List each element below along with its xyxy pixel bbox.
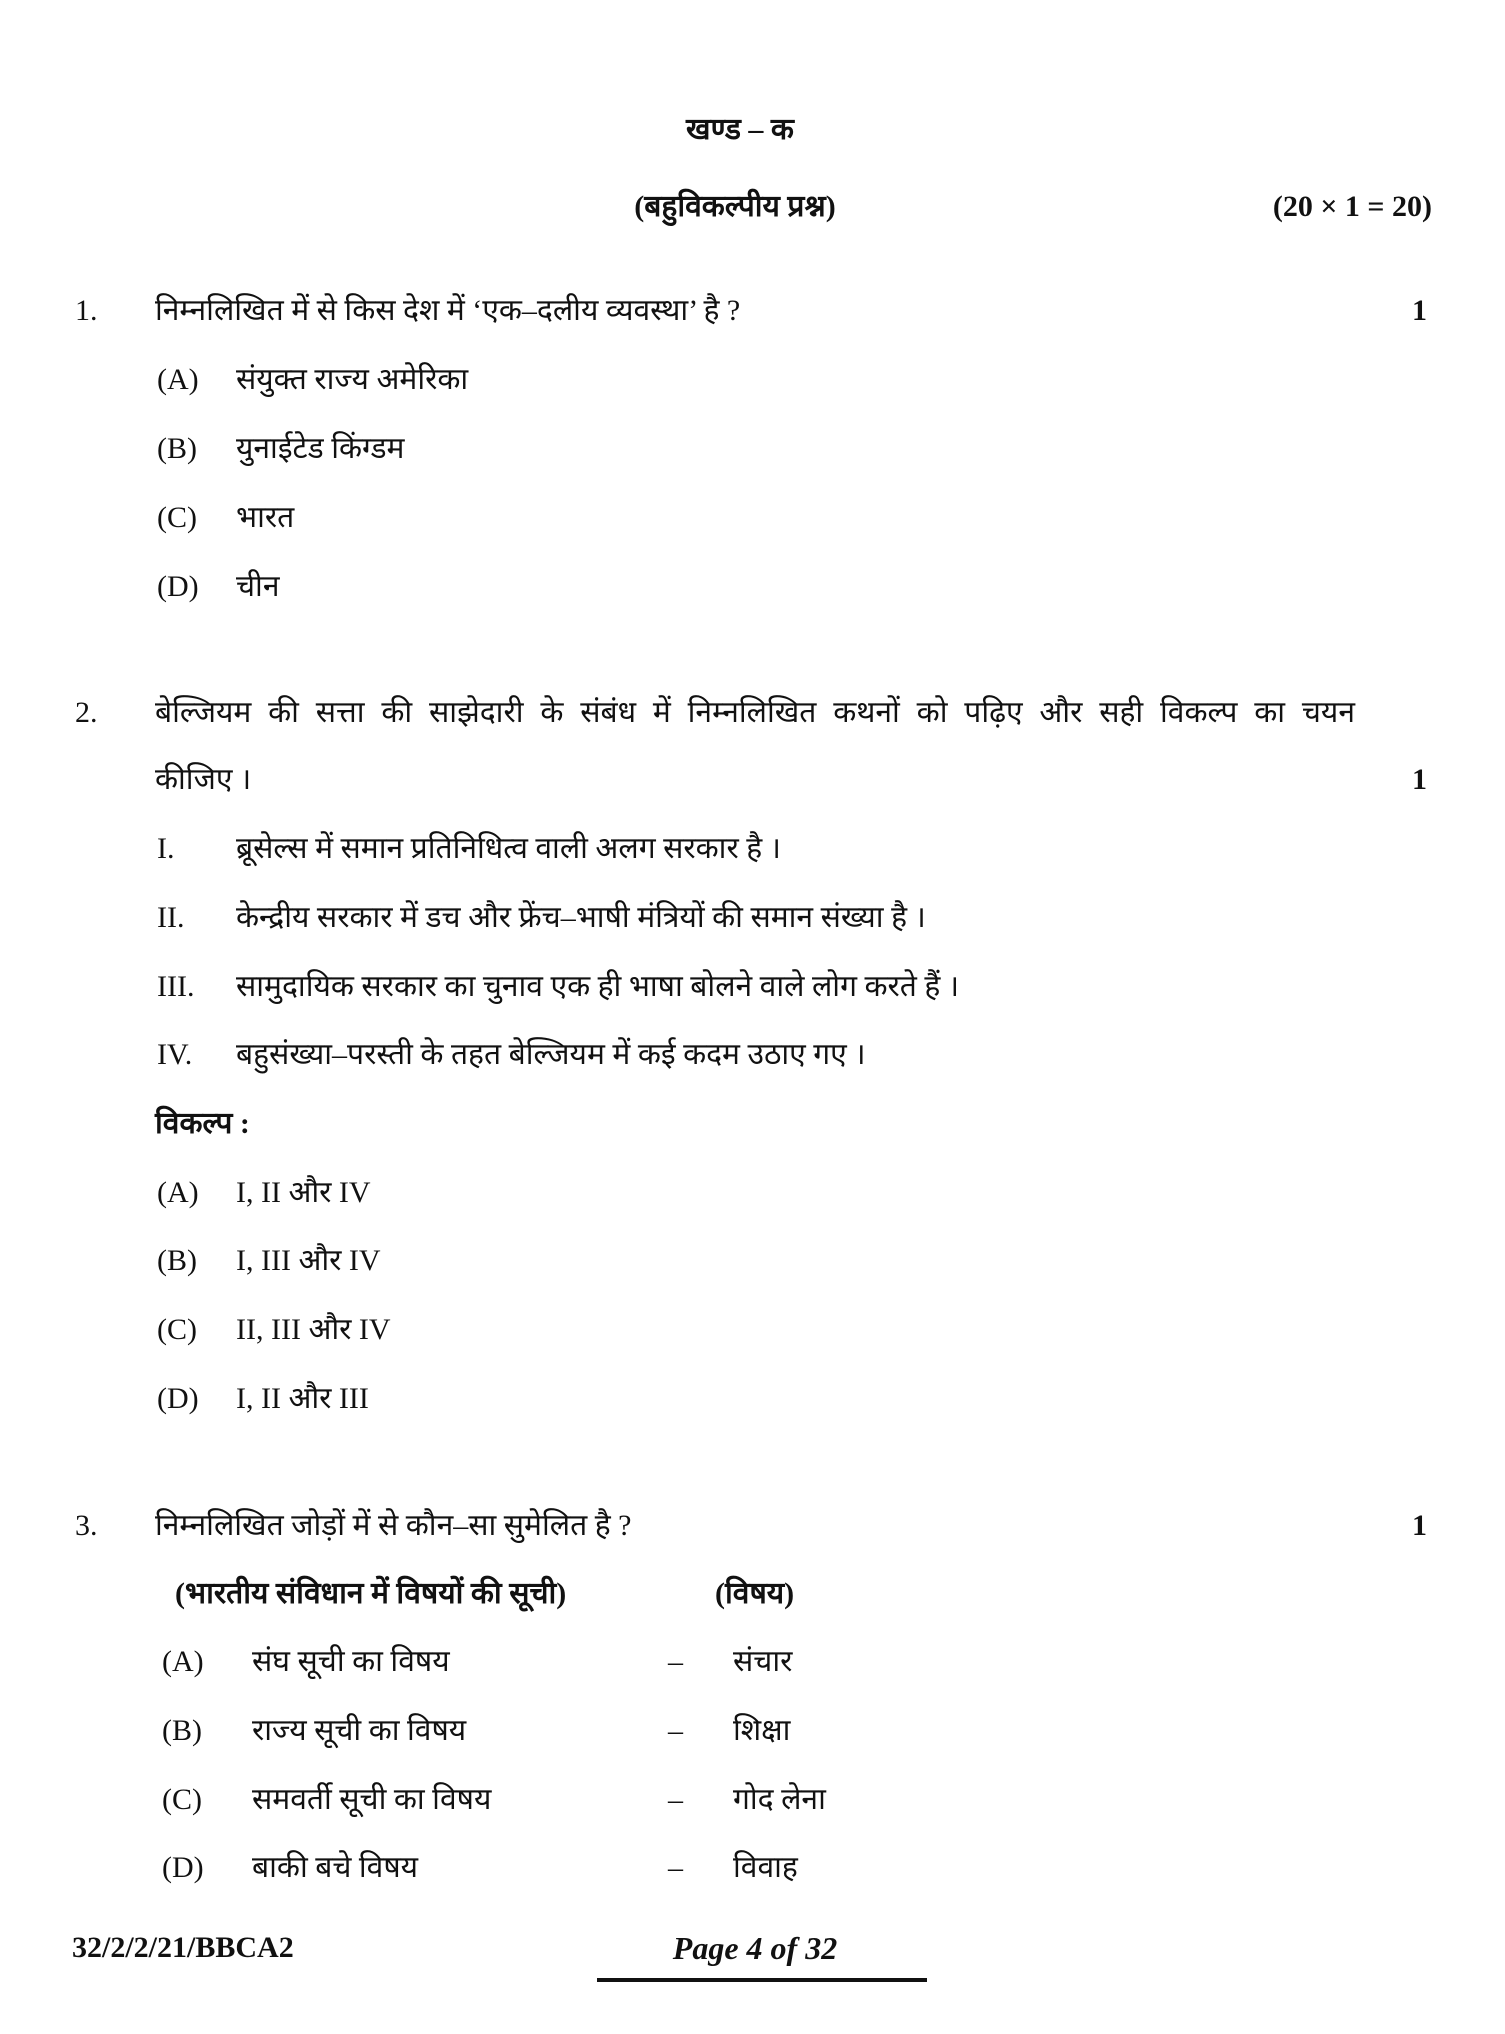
question-text: निम्नलिखित जोड़ों में से कौन–सा सुमेलित है ? [155, 1509, 632, 1542]
option-text: I, III और IV [236, 1244, 381, 1277]
option-dash: – [668, 1783, 683, 1816]
option-text: I, II और III [236, 1382, 369, 1415]
question-text-line2: कीजिए । [155, 763, 252, 796]
option-text: भारत [236, 501, 295, 534]
question-marks: 1 [1412, 1509, 1427, 1542]
option-right: संचार [733, 1645, 793, 1678]
option-label: (A) [157, 363, 199, 396]
statement-text: ब्रूसेल्स में समान प्रतिनिधित्व वाली अलग सरकार है । [236, 832, 782, 865]
option-right: शिक्षा [733, 1714, 791, 1747]
statement-label: II. [157, 901, 185, 934]
section-subtitle: (बहुविकल्पीय प्रश्न) [634, 190, 836, 223]
option-dash: – [668, 1645, 683, 1678]
paper-code: 32/2/2/21/BBCA2 [72, 1931, 294, 1964]
option-left: समवर्ती सूची का विषय [252, 1783, 492, 1816]
option-label: (B) [162, 1714, 202, 1747]
question-marks: 1 [1412, 294, 1427, 327]
option-dash: – [668, 1714, 683, 1747]
option-label: (C) [162, 1783, 202, 1816]
option-label: (A) [162, 1645, 204, 1678]
question-number: 1. [75, 294, 98, 327]
option-label: (D) [162, 1851, 204, 1884]
section-title: खण्ड – क [686, 113, 794, 146]
options-heading: विकल्प : [155, 1107, 250, 1140]
option-left: संघ सूची का विषय [252, 1645, 450, 1678]
section-marks: (20 × 1 = 20) [1272, 190, 1432, 223]
option-left: बाकी बचे विषय [252, 1851, 419, 1884]
column-header-right: (विषय) [715, 1577, 795, 1610]
question-marks: 1 [1412, 763, 1427, 796]
statement-label: III. [157, 970, 195, 1003]
option-dash: – [668, 1851, 683, 1884]
question-text-line1: बेल्जियम की सत्ता की साझेदारी के संबंध में निम्नलिखित कथनों को पढ़िए और सही विकल्प का चयन [155, 696, 1355, 729]
statement-text: बहुसंख्या–परस्ती के तहत बेल्जियम में कई कदम उठाए गए । [236, 1038, 866, 1071]
statement-label: IV. [157, 1038, 193, 1071]
option-label: (B) [157, 432, 197, 465]
statement-text: केन्द्रीय सरकार में डच और फ्रेंच–भाषी मंत्रियों की समान संख्या है । [236, 901, 926, 934]
option-label: (D) [157, 570, 199, 603]
question-number: 2. [75, 696, 98, 729]
question-text: निम्नलिखित में से किस देश में ‘एक–दलीय व्यवस्था’ है ? [155, 294, 741, 327]
option-text: चीन [236, 570, 280, 603]
option-text: II, III और IV [236, 1313, 391, 1346]
option-text: युनाईटेड किंग्डम [236, 432, 405, 465]
option-right: गोद लेना [733, 1783, 826, 1816]
option-text: संयुक्त राज्य अमेरिका [236, 363, 469, 396]
statement-text: सामुदायिक सरकार का चुनाव एक ही भाषा बोलने वाले लोग करते हैं । [236, 970, 960, 1003]
option-label: (A) [157, 1176, 199, 1209]
option-label: (C) [157, 1313, 197, 1346]
question-number: 3. [75, 1509, 98, 1542]
page-number: Page 4 of 32 [672, 1930, 838, 1966]
statement-label: I. [157, 832, 175, 865]
column-header-left: (भारतीय संविधान में विषयों की सूची) [175, 1577, 567, 1610]
option-left: राज्य सूची का विषय [252, 1714, 467, 1747]
page-number-underline [597, 1978, 927, 1982]
option-label: (C) [157, 501, 197, 534]
option-right: विवाह [733, 1851, 798, 1884]
option-label: (B) [157, 1244, 197, 1277]
option-text: I, II और IV [236, 1176, 371, 1209]
option-label: (D) [157, 1382, 199, 1415]
